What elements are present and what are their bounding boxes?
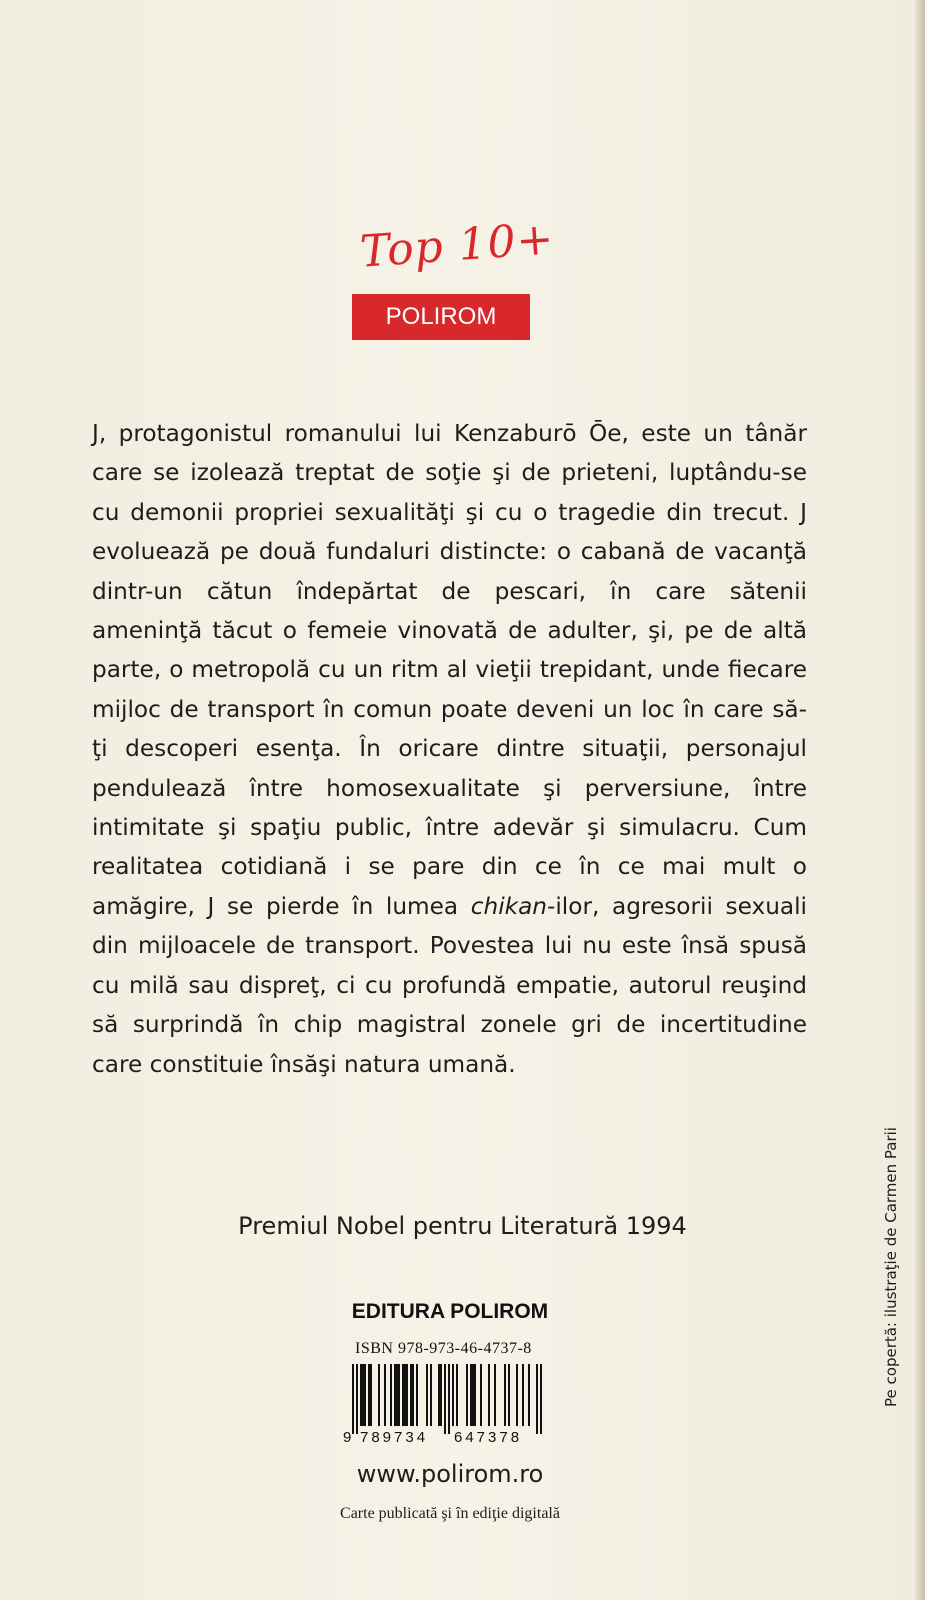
- isbn-label: ISBN 978-973-46-4737-8: [355, 1340, 532, 1357]
- barcode-bar: [508, 1364, 510, 1426]
- publisher-imprint: EDITURA POLIROM: [351, 1300, 549, 1323]
- barcode-bar: [540, 1364, 542, 1434]
- barcode-bar: [368, 1364, 370, 1426]
- barcode-bar: [410, 1364, 412, 1426]
- barcode-bar: [426, 1364, 428, 1426]
- barcode-bar: [362, 1364, 364, 1426]
- barcode-bar: [370, 1364, 372, 1426]
- barcode-bar: [456, 1364, 458, 1426]
- barcode-bar: [364, 1364, 366, 1426]
- barcode-digits: 789734: [360, 1429, 429, 1446]
- series-logo: Top 10+: [358, 213, 556, 278]
- barcode-bar: [438, 1364, 440, 1426]
- barcode-bar: [504, 1364, 506, 1426]
- cover-edge: [915, 0, 925, 1600]
- barcode-bar: [402, 1364, 404, 1426]
- barcode-bar: [398, 1364, 400, 1426]
- blurb-text: [92, 414, 807, 1084]
- barcode-bar: [394, 1364, 396, 1426]
- barcode-bar: [470, 1364, 472, 1426]
- barcode-bar: [452, 1364, 454, 1426]
- barcode-bar: [444, 1364, 446, 1434]
- award-line: Premiul Nobel pentru Literatură 1994: [238, 1212, 687, 1240]
- barcode-bar: [522, 1364, 524, 1426]
- cover-illustration-credit: Pe copertă: ilustraţie de Carmen Parii: [882, 1127, 900, 1407]
- barcode-bar: [528, 1364, 530, 1426]
- barcode-digits: 647378: [454, 1429, 523, 1446]
- barcode-bar: [488, 1364, 490, 1426]
- publisher-website[interactable]: www.polirom.ro: [356, 1460, 544, 1488]
- barcode-graphic: [343, 1360, 555, 1446]
- barcode-bar: [448, 1364, 450, 1434]
- barcode-bar: [360, 1364, 362, 1426]
- digital-edition-note: Carte publicată şi în ediţie digitală: [340, 1505, 560, 1522]
- barcode-digits: 9: [343, 1429, 355, 1446]
- barcode-bar: [474, 1364, 476, 1426]
- barcode-bar: [406, 1364, 408, 1426]
- publisher-badge: POLIROM: [352, 294, 530, 340]
- barcode-bar: [390, 1364, 392, 1426]
- barcode-bar: [378, 1364, 380, 1426]
- barcode-bar: [356, 1364, 358, 1434]
- blurb-italic-term: chikan: [470, 892, 547, 920]
- barcode-bar: [430, 1364, 432, 1426]
- barcode-bar: [440, 1364, 442, 1426]
- barcode-bar: [352, 1364, 354, 1434]
- barcode-bar: [384, 1364, 386, 1426]
- barcode-bar: [416, 1364, 418, 1426]
- blurb-part-1: J, protagonistul romanului lui Kenzaburō Ōe, este un tânăr care se izolează treptat de soţie şi de prieteni, luptându-se cu demonii propriei sexualităţi şi cu o tragedie din trecut. J evoluează pe două fundaluri distincte: o cabană de vacanţă dintr-un cătun îndepărtat de pescari, în care sătenii ameninţă tăcut o femeie vinovată de adulter, şi, pe de altă parte, o metropolă cu un ritm al vieţii trepidant, unde fiecare mijloc de transport în comun poate deveni un loc în care să-ţi descoperi esenţa. În oricare dintre situaţii, personajul pendulează între homosexualitate şi perversiune, între intimitate şi spaţiu public, între adevăr şi simulacru. Cum realitatea cotidiană i se pare din ce în ce mai mult o amăgire, J se pierde în lumea: [92, 420, 807, 920]
- barcode-bar: [536, 1364, 538, 1434]
- barcode-bar: [396, 1364, 398, 1426]
- barcode-bar: [480, 1364, 482, 1426]
- barcode-bar: [472, 1364, 474, 1426]
- barcode-bar: [494, 1364, 496, 1426]
- blurb-part-2: -ilor, agresorii sexuali din mijloacele de transport. Povestea lui nu este însă spusă cu milă sau dispreţ, ci cu profundă empatie, autorul reuşind să surprindă în chip magistral zonele gri de incertitudine care constituie însăşi natura umană.: [92, 892, 807, 1078]
- barcode-bar: [404, 1364, 406, 1426]
- isbn-barcode: [343, 1360, 555, 1446]
- barcode-bar: [466, 1364, 468, 1426]
- blurb-paragraph: [92, 414, 807, 1084]
- barcode-bar: [516, 1364, 518, 1426]
- barcode-bar: [412, 1364, 414, 1426]
